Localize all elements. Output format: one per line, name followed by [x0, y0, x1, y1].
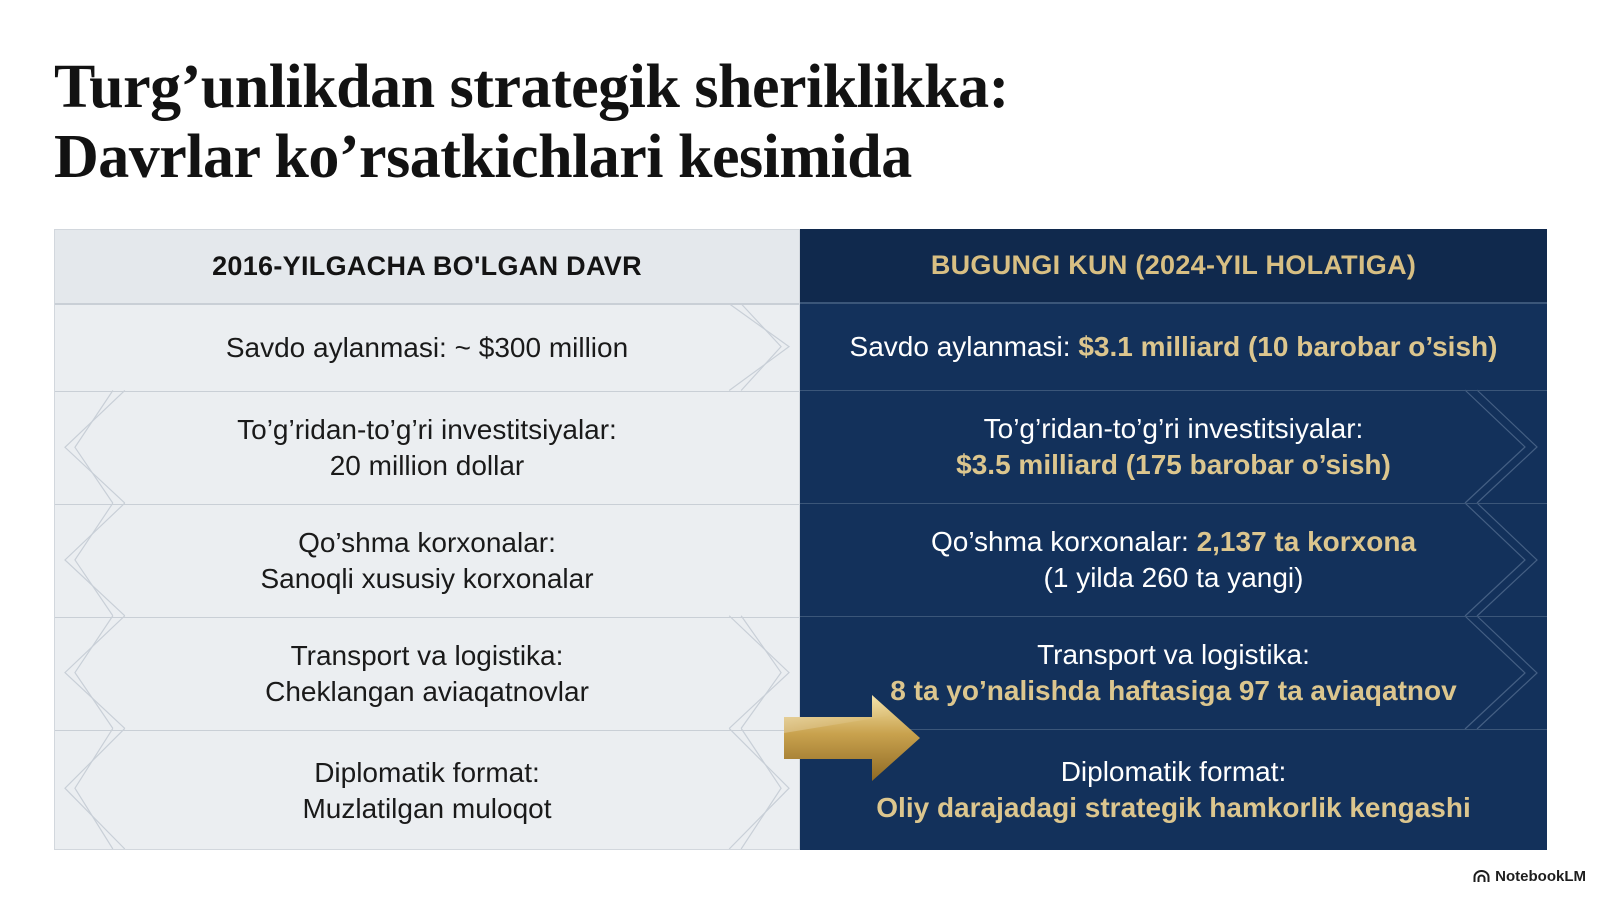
- today-trade-line: [850, 329, 1498, 365]
- notebooklm-brand: [1473, 868, 1586, 885]
- gold-arrow-right-icon: [784, 693, 924, 783]
- today-row-investment: [800, 390, 1547, 503]
- today-diplomacy-value: Oliy darajadagi strategik hamkorlik kengashi: [876, 792, 1471, 823]
- today-investment-value: $3.5 milliard (175 barobar o’sish): [956, 449, 1391, 480]
- today-joint-ventures-note: (1 yilda 260 ta yangi): [1043, 562, 1304, 593]
- today-transport-value: 8 ta yo’nalishda haftasiga 97 ta aviaqatnov: [890, 675, 1457, 706]
- before-row-investment: [55, 391, 799, 504]
- slide-title-line-1: Turg’unlikdan strategik sheriklikka:: [54, 53, 1009, 121]
- today-joint-ventures-value: 2,137 ta korxona: [1196, 526, 1417, 557]
- today-investment-label: To’g’ridan-to’g’ri investitsiyalar:: [983, 413, 1364, 444]
- today-2024-header: BUGUNGI KUN (2024-YIL HOLATIGA): [800, 229, 1547, 303]
- before-transport-value: Cheklangan aviaqatnovlar: [265, 676, 589, 707]
- before-investment-label: To’g’ridan-to’g’ri investitsiyalar:: [237, 414, 617, 445]
- before-joint-ventures-label: Qo’shma korxonalar:: [298, 527, 556, 558]
- before-2016-header: 2016-YILGACHA BO'LGAN DAVR: [55, 230, 799, 304]
- before-row-joint-ventures: [55, 504, 799, 617]
- today-trade-value: $3.1 milliard (10 barobar o’sish): [1078, 331, 1498, 362]
- today-row-joint-ventures: [800, 503, 1547, 616]
- before-2016-column: [54, 229, 800, 850]
- comparison-table: [54, 229, 1547, 850]
- notebooklm-brand-label: NotebookLM: [1495, 868, 1586, 885]
- slide-title-line-2: Davrlar ko’rsatkichlari kesimida: [54, 123, 912, 191]
- today-diplomacy-label: Diplomatik format:: [1060, 756, 1287, 787]
- slide-title: [54, 52, 1354, 192]
- before-trade-text: Savdo aylanmasi: ~ $300 million: [225, 332, 629, 363]
- before-diplomacy-label: Diplomatik format:: [314, 757, 540, 788]
- notebooklm-logo-icon: [1473, 870, 1490, 883]
- today-joint-ventures-label: Qo’shma korxonalar:: [930, 526, 1197, 557]
- before-transport-label: Transport va logistika:: [290, 640, 564, 671]
- before-joint-ventures-value: Sanoqli xususiy korxonalar: [260, 563, 594, 594]
- today-transport-label: Transport va logistika:: [1037, 639, 1310, 670]
- before-diplomacy-value: Muzlatilgan muloqot: [302, 793, 552, 824]
- before-investment-value: 20 million dollar: [329, 450, 525, 481]
- before-row-trade: [55, 304, 799, 391]
- before-row-diplomacy: [55, 730, 799, 850]
- today-row-trade: [800, 303, 1547, 390]
- today-trade-label: Savdo aylanmasi:: [849, 331, 1079, 362]
- today-joint-ventures-line: [931, 524, 1416, 560]
- before-row-transport: [55, 617, 799, 730]
